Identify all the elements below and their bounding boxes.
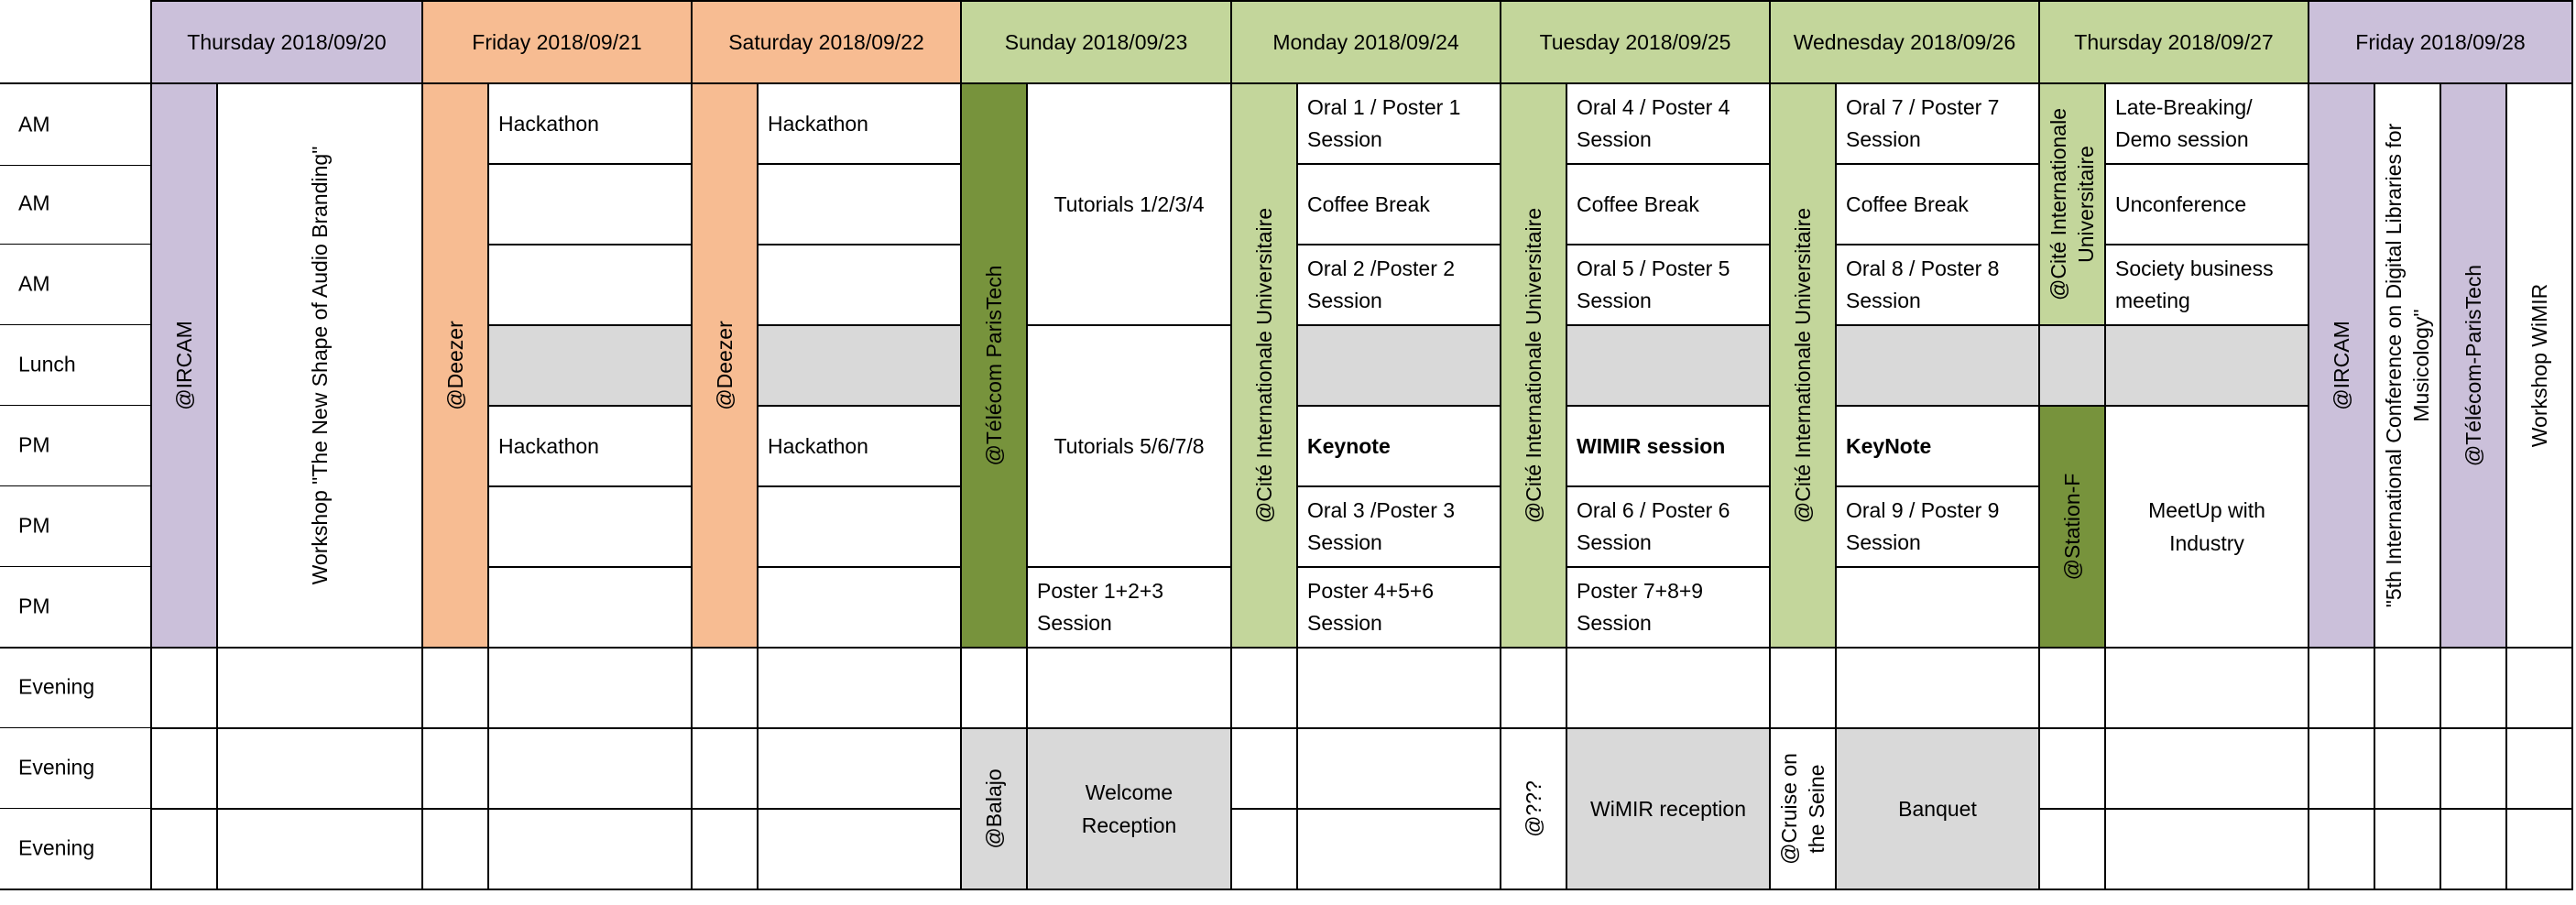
empty-cell xyxy=(1297,809,1501,889)
event-cell: Banquet xyxy=(1836,728,2039,889)
empty-cell xyxy=(422,728,488,809)
schedule-table xyxy=(150,0,2573,890)
empty-cell xyxy=(2374,728,2440,809)
venue-cell: @Balajo xyxy=(961,728,1027,889)
event-cell: Keynote xyxy=(1297,406,1501,486)
empty-cell xyxy=(151,648,217,728)
venue-cell: @Deezer xyxy=(422,83,488,648)
empty-cell xyxy=(488,486,692,567)
venue-cell: @IRCAM xyxy=(151,83,217,648)
event-cell: Hackathon xyxy=(488,83,692,164)
lunch-cell xyxy=(2105,325,2309,406)
empty-cell xyxy=(217,648,422,728)
slot-label: Lunch xyxy=(0,324,150,406)
empty-cell xyxy=(758,809,961,889)
event-cell: Poster 7+8+9 Session xyxy=(1566,567,1770,648)
event-cell: KeyNote xyxy=(1836,406,2039,486)
slot-labels xyxy=(0,0,151,84)
event-cell: Hackathon xyxy=(758,406,961,486)
event-cell: Unconference xyxy=(2105,164,2309,245)
venue-cell: @??? xyxy=(1501,728,1566,889)
day-header: Wednesday 2018/09/26 xyxy=(1770,1,2039,83)
empty-cell xyxy=(1231,728,1297,809)
event-cell: Welcome Reception xyxy=(1027,728,1231,889)
empty-cell xyxy=(2440,648,2506,728)
empty-cell xyxy=(151,809,217,889)
empty-cell xyxy=(758,486,961,567)
slot-label: PM xyxy=(0,485,150,567)
lunch-cell xyxy=(1566,325,1770,406)
empty-cell xyxy=(758,648,961,728)
event-cell: MeetUp with Industry xyxy=(2105,406,2309,648)
venue-cell: @Deezer xyxy=(692,83,758,648)
empty-cell xyxy=(961,648,1027,728)
empty-cell xyxy=(1297,728,1501,809)
empty-cell xyxy=(2105,728,2309,809)
empty-cell xyxy=(2309,809,2374,889)
empty-cell xyxy=(1231,648,1297,728)
venue-cell: @Station-F xyxy=(2039,406,2105,648)
day-header: Saturday 2018/09/22 xyxy=(692,1,961,83)
empty-cell xyxy=(1297,648,1501,728)
event-cell: Poster 4+5+6 Session xyxy=(1297,567,1501,648)
venue-cell: @Télécom ParisTech xyxy=(961,83,1027,648)
empty-cell xyxy=(758,728,961,809)
event-cell: Late-Breaking/ Demo session xyxy=(2105,83,2309,164)
empty-cell xyxy=(217,809,422,889)
day-header: Monday 2018/09/24 xyxy=(1231,1,1501,83)
empty-cell xyxy=(488,567,692,648)
empty-cell xyxy=(2374,809,2440,889)
empty-cell xyxy=(692,728,758,809)
venue-cell: @Cité Internationale Universitaire xyxy=(1501,83,1566,648)
event-cell: Oral 7 / Poster 7 Session xyxy=(1836,83,2039,164)
day-header: Friday 2018/09/21 xyxy=(422,1,692,83)
slot-label: PM xyxy=(0,566,150,649)
empty-cell xyxy=(217,728,422,809)
empty-cell xyxy=(2506,728,2572,809)
empty-cell xyxy=(2440,728,2506,809)
event-cell: Poster 1+2+3 Session xyxy=(1027,567,1231,648)
event-cell: Oral 1 / Poster 1 Session xyxy=(1297,83,1501,164)
empty-cell xyxy=(2309,648,2374,728)
event-cell: Workshop "The New Shape of Audio Branding" xyxy=(217,83,422,648)
empty-cell xyxy=(2105,648,2309,728)
empty-cell xyxy=(2309,728,2374,809)
empty-cell xyxy=(2039,728,2105,809)
empty-cell xyxy=(758,164,961,245)
venue-cell: @Cruise on the Seine xyxy=(1770,728,1836,889)
empty-cell xyxy=(2039,648,2105,728)
event-cell: Oral 4 / Poster 4 Session xyxy=(1566,83,1770,164)
event-cell: Hackathon xyxy=(758,83,961,164)
empty-cell xyxy=(488,728,692,809)
empty-cell xyxy=(2506,809,2572,889)
empty-cell xyxy=(488,809,692,889)
event-cell: Oral 2 /Poster 2 Session xyxy=(1297,245,1501,325)
slot-label: Evening xyxy=(0,808,150,890)
venue-cell: @IRCAM xyxy=(2309,83,2374,648)
venue-cell: @Cité Internationale Universitaire xyxy=(2039,83,2105,325)
empty-cell xyxy=(1027,648,1231,728)
empty-cell xyxy=(151,728,217,809)
event-cell: Workshop WiMIR xyxy=(2506,83,2572,648)
event-cell: Oral 9 / Poster 9 Session xyxy=(1836,486,2039,567)
event-cell: WiMIR reception xyxy=(1566,728,1770,889)
event-cell: WIMIR session xyxy=(1566,406,1770,486)
event-cell: Hackathon xyxy=(488,406,692,486)
empty-cell xyxy=(2039,809,2105,889)
empty-cell xyxy=(1770,648,1836,728)
empty-cell xyxy=(488,245,692,325)
event-cell: Oral 6 / Poster 6 Session xyxy=(1566,486,1770,567)
lunch-cell xyxy=(2039,325,2105,406)
empty-cell xyxy=(2374,648,2440,728)
slot-label: Evening xyxy=(0,647,150,728)
lunch-cell xyxy=(1297,325,1501,406)
slot-label: PM xyxy=(0,405,150,486)
event-cell: Tutorials 5/6/7/8 xyxy=(1027,325,1231,567)
empty-cell xyxy=(1566,648,1770,728)
day-header: Thursday 2018/09/20 xyxy=(151,1,422,83)
slot-label-column xyxy=(0,82,152,905)
slot-label: AM xyxy=(0,82,150,166)
empty-cell xyxy=(422,809,488,889)
venue-cell: @Cité Internationale Universitaire xyxy=(1770,83,1836,648)
empty-cell xyxy=(488,648,692,728)
empty-cell xyxy=(2440,809,2506,889)
empty-cell xyxy=(692,648,758,728)
event-cell: Coffee Break xyxy=(1297,164,1501,245)
empty-cell xyxy=(422,648,488,728)
event-cell: Society business meeting xyxy=(2105,245,2309,325)
event-cell: Coffee Break xyxy=(1566,164,1770,245)
empty-cell xyxy=(1501,648,1566,728)
lunch-cell xyxy=(1836,325,2039,406)
slot-label: AM xyxy=(0,244,150,325)
lunch-cell xyxy=(758,325,961,406)
day-header: Sunday 2018/09/23 xyxy=(961,1,1231,83)
empty-cell xyxy=(758,567,961,648)
day-header: Thursday 2018/09/27 xyxy=(2039,1,2309,83)
venue-cell: @Cité Internationale Universitaire xyxy=(1231,83,1297,648)
lunch-cell xyxy=(488,325,692,406)
empty-cell xyxy=(1836,648,2039,728)
event-cell: Coffee Break xyxy=(1836,164,2039,245)
empty-cell xyxy=(2506,648,2572,728)
empty-cell xyxy=(1231,809,1297,889)
event-cell: Tutorials 1/2/3/4 xyxy=(1027,83,1231,325)
empty-cell xyxy=(2105,809,2309,889)
empty-cell xyxy=(488,164,692,245)
event-cell: "5th International Conference on Digital Libraries for Musicology" xyxy=(2374,83,2440,648)
slot-label: AM xyxy=(0,163,150,245)
venue-cell: @Télécom-ParisTech xyxy=(2440,83,2506,648)
empty-cell xyxy=(692,809,758,889)
day-header: Tuesday 2018/09/25 xyxy=(1501,1,1770,83)
day-header: Friday 2018/09/28 xyxy=(2309,1,2572,83)
event-cell: Oral 5 / Poster 5 Session xyxy=(1566,245,1770,325)
slot-label: Evening xyxy=(0,727,150,809)
event-cell: Oral 3 /Poster 3 Session xyxy=(1297,486,1501,567)
event-cell: Oral 8 / Poster 8 Session xyxy=(1836,245,2039,325)
empty-cell xyxy=(758,245,961,325)
